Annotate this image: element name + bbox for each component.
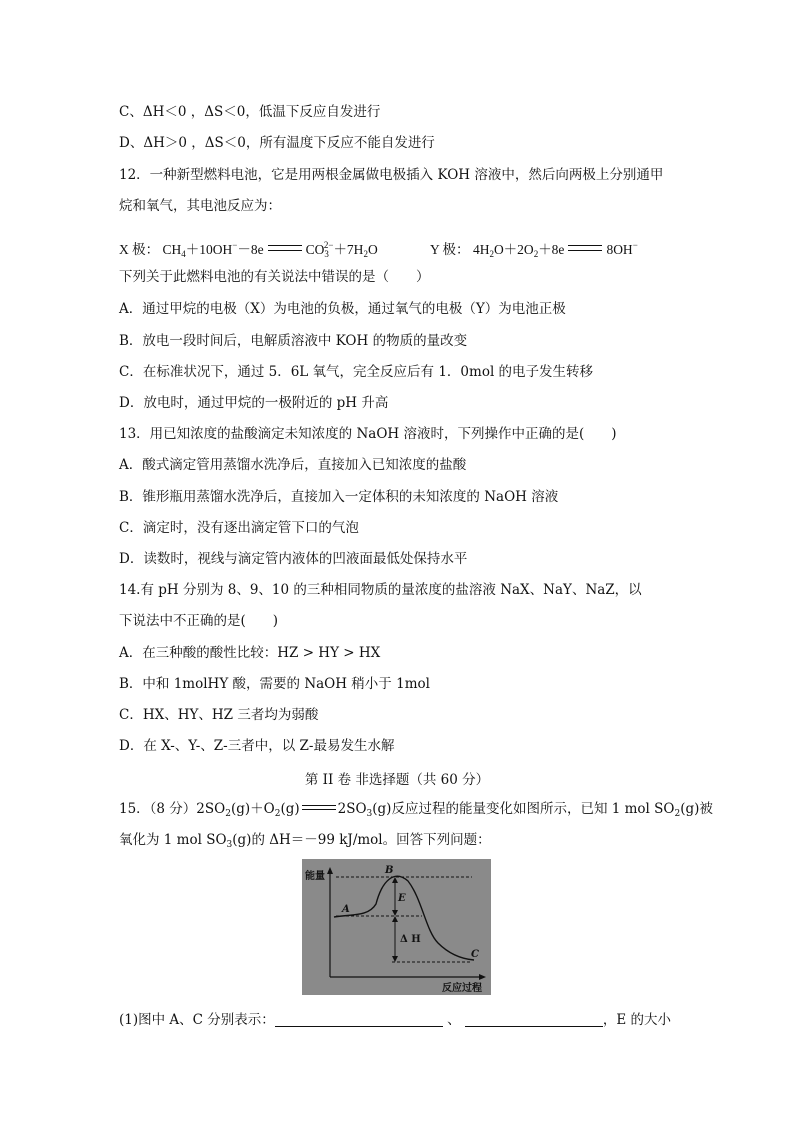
reaction-curve <box>334 876 474 960</box>
q15-text-part: 氧化为 1 mol SO <box>119 832 227 848</box>
question-13-text: 13．用已知浓度的盐酸滴定未知浓度的 NaOH 溶液时，下列操作中正确的是( ) <box>119 426 617 442</box>
x-electrode-label: X 极： <box>119 242 160 257</box>
x-axis-arrow-icon <box>479 974 486 980</box>
question-15-text-cont: 氧化为 1 mol $SO_3(g)$的 ΔH＝－99 kJ/mol。回答下列问题： <box>119 832 491 850</box>
arrow-up-icon <box>392 877 398 883</box>
q15-text-part: (g)反应过程的能量变化如图所示，已知 1 mol SO <box>372 801 675 817</box>
x-electrode-equation: $CH_4+10OH^--8e$ $CO_3^{2-}+7H_2O$ <box>162 240 378 259</box>
question-12-text-cont: 烷和氧气，其电池反应为： <box>119 198 281 214</box>
arrow-up-icon <box>392 916 398 922</box>
q15-text-part: (g)＋O <box>230 801 275 817</box>
answer-blank-a[interactable] <box>275 1012 443 1027</box>
q15-part1-separator: 、 <box>447 1012 461 1028</box>
q12-option-b: B．放电一段时间后，电解质溶液中 KOH 的物质的量改变 <box>119 333 468 349</box>
q12-option-a: A．通过甲烷的电极（X）为电池的负极，通过氧气的电极（Y）为电池正极 <box>119 301 566 317</box>
enthalpy-label: Δ H <box>400 934 421 945</box>
question-14-text-cont: 下说法中不正确的是( ) <box>119 613 279 629</box>
q13-option-c: C．滴定时，没有逐出滴定管下口的气泡 <box>119 520 359 536</box>
q15-text-part: 2SO <box>337 801 367 817</box>
question-15-part-1 <box>119 1011 671 1029</box>
q15-part1-prefix: (1)图中 A、C 分别表示： <box>119 1012 275 1028</box>
y-electrode-label: Y 极： <box>429 242 470 257</box>
question-12-text: 12．一种新型燃料电池，它是用两根金属做电极插入 KOH 溶液中，然后向两极上分别通甲 <box>119 167 664 183</box>
energy-profile-figure <box>302 859 491 995</box>
y-electrode-equation: $4H_2O+2O_2+8e$ 8OH− <box>472 240 638 259</box>
q15-text-part: (g) <box>280 801 300 817</box>
q13-option-b: B．锥形瓶用蒸馏水洗净后，直接加入一定体积的未知浓度的 NaOH 溶液 <box>119 489 559 505</box>
arrow-down-icon <box>392 910 398 916</box>
point-c-label: C <box>471 949 479 960</box>
q14-option-a: A．在三种酸的酸性比较：HZ > HY > HX <box>119 645 381 661</box>
y-axis-arrow-icon <box>327 867 333 874</box>
q13-option-a: A．酸式滴定管用蒸馏水洗净后，直接加入已知浓度的盐酸 <box>119 457 467 473</box>
y-axis-label: 能量 <box>305 871 325 882</box>
q15-text-part: 15．（8 分）2SO <box>119 801 226 817</box>
activation-energy-label: E <box>398 893 406 904</box>
question-15-text: 15．（8 分）$2SO_2(g)+O_2(g)$ $2SO_3(g)$反应过程的能量变化如图所示，已知 1 mol $SO_2(g)$被 <box>119 801 713 819</box>
electrode-equations <box>119 236 638 263</box>
q15-part1-suffix: ，E 的大小 <box>602 1012 672 1028</box>
q14-option-b: B．中和 1molHY 酸，需要的 NaOH 稍小于 1mol <box>119 676 430 692</box>
equilibrium-arrow-icon <box>302 803 336 813</box>
q13-option-d: D．读数时，视线与滴定管内液体的凹液面最低处保持水平 <box>119 551 468 567</box>
q12-option-d: D．放电时，通过甲烷的一极附近的 pH 升高 <box>119 395 389 411</box>
option-c-line: C、ΔH＜0 ，ΔS＜0，低温下反应自发进行 <box>119 104 381 120</box>
option-d-line: D、ΔH＞0 ，ΔS＜0，所有温度下反应不能自发进行 <box>119 135 435 151</box>
q12-option-c: C．在标准状况下，通过 5．6L 氧气，完全反应后有 1．0mol 的电子发生转移 <box>119 364 594 380</box>
point-a-label: A <box>342 904 350 915</box>
q15-text-part: (g)的 ΔH＝－99 kJ/mol。回答下列问题： <box>232 832 491 848</box>
question-14-text: 14.有 pH 分别为 8、9、10 的三种相同物质的量浓度的盐溶液 NaX、NaY、NaZ，以 <box>119 582 642 598</box>
arrow-down-icon <box>392 956 398 962</box>
section-title: 第 II 卷 非选择题（共 60 分） <box>304 772 490 788</box>
q14-option-c: C．HX、HY、HZ 三者均为弱酸 <box>119 707 319 723</box>
point-b-label: B <box>385 865 394 876</box>
x-axis-label: 反应过程 <box>442 983 482 994</box>
energy-diagram <box>302 859 491 995</box>
q15-text-part: (g)被 <box>680 801 713 817</box>
answer-blank-c[interactable] <box>465 1012 603 1027</box>
q14-option-d: D．在 X-、Y-、Z-三者中，以 Z-最易发生水解 <box>119 738 395 754</box>
question-12-prompt: 下列关于此燃料电池的有关说法中错误的是（ ） <box>119 269 430 285</box>
